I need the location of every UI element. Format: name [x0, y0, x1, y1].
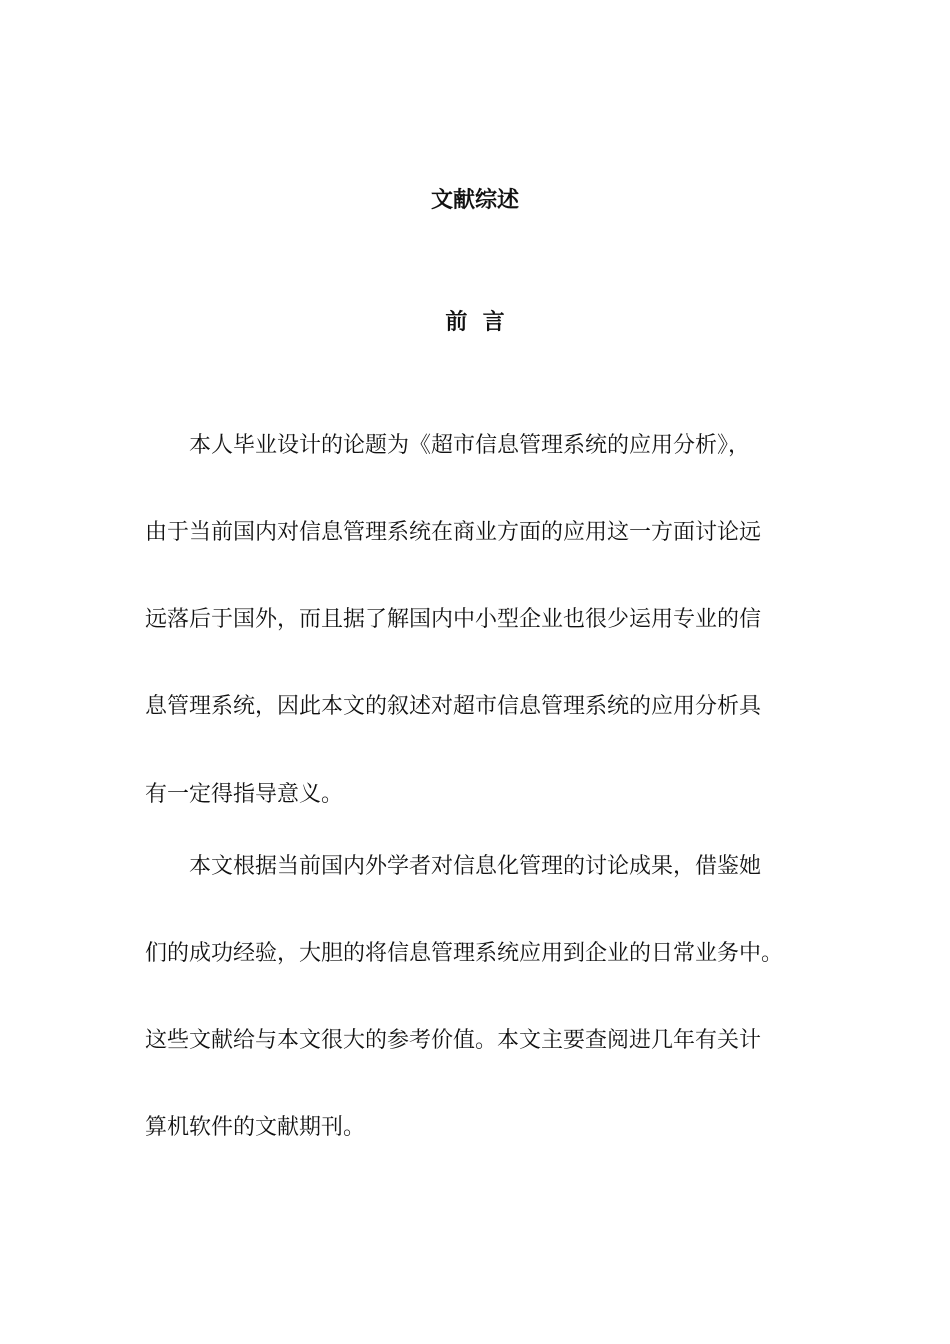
paragraph-line: 算机软件的文献期刊。: [145, 1115, 366, 1140]
paragraph-line: 本人毕业设计的论题为《超市信息管理系统的应用分析》，: [189, 433, 751, 458]
paragraph-line: 由于当前国内对信息管理系统在商业方面的应用这一方面讨论远: [145, 520, 762, 545]
paragraph-line: 息管理系统，因此本文的叙述对超市信息管理系统的应用分析具: [145, 694, 762, 719]
document-title: 文献综述: [430, 188, 519, 213]
paragraph-line: 本文根据当前国内外学者对信息化管理的讨论成果，借鉴她: [189, 854, 762, 879]
paragraph-line: 这些文献给与本文很大的参考价值。本文主要查阅进几年有关计: [145, 1028, 762, 1053]
section-heading: 前 言: [445, 310, 505, 335]
paragraph-line: 有一定得指导意义。: [145, 782, 344, 807]
paragraph-line: 远落后于国外，而且据了解国内中小型企业也很少运用专业的信: [145, 607, 762, 632]
paragraph-line: 们的成功经验，大胆的将信息管理系统应用到企业的日常业务中。: [145, 941, 784, 966]
